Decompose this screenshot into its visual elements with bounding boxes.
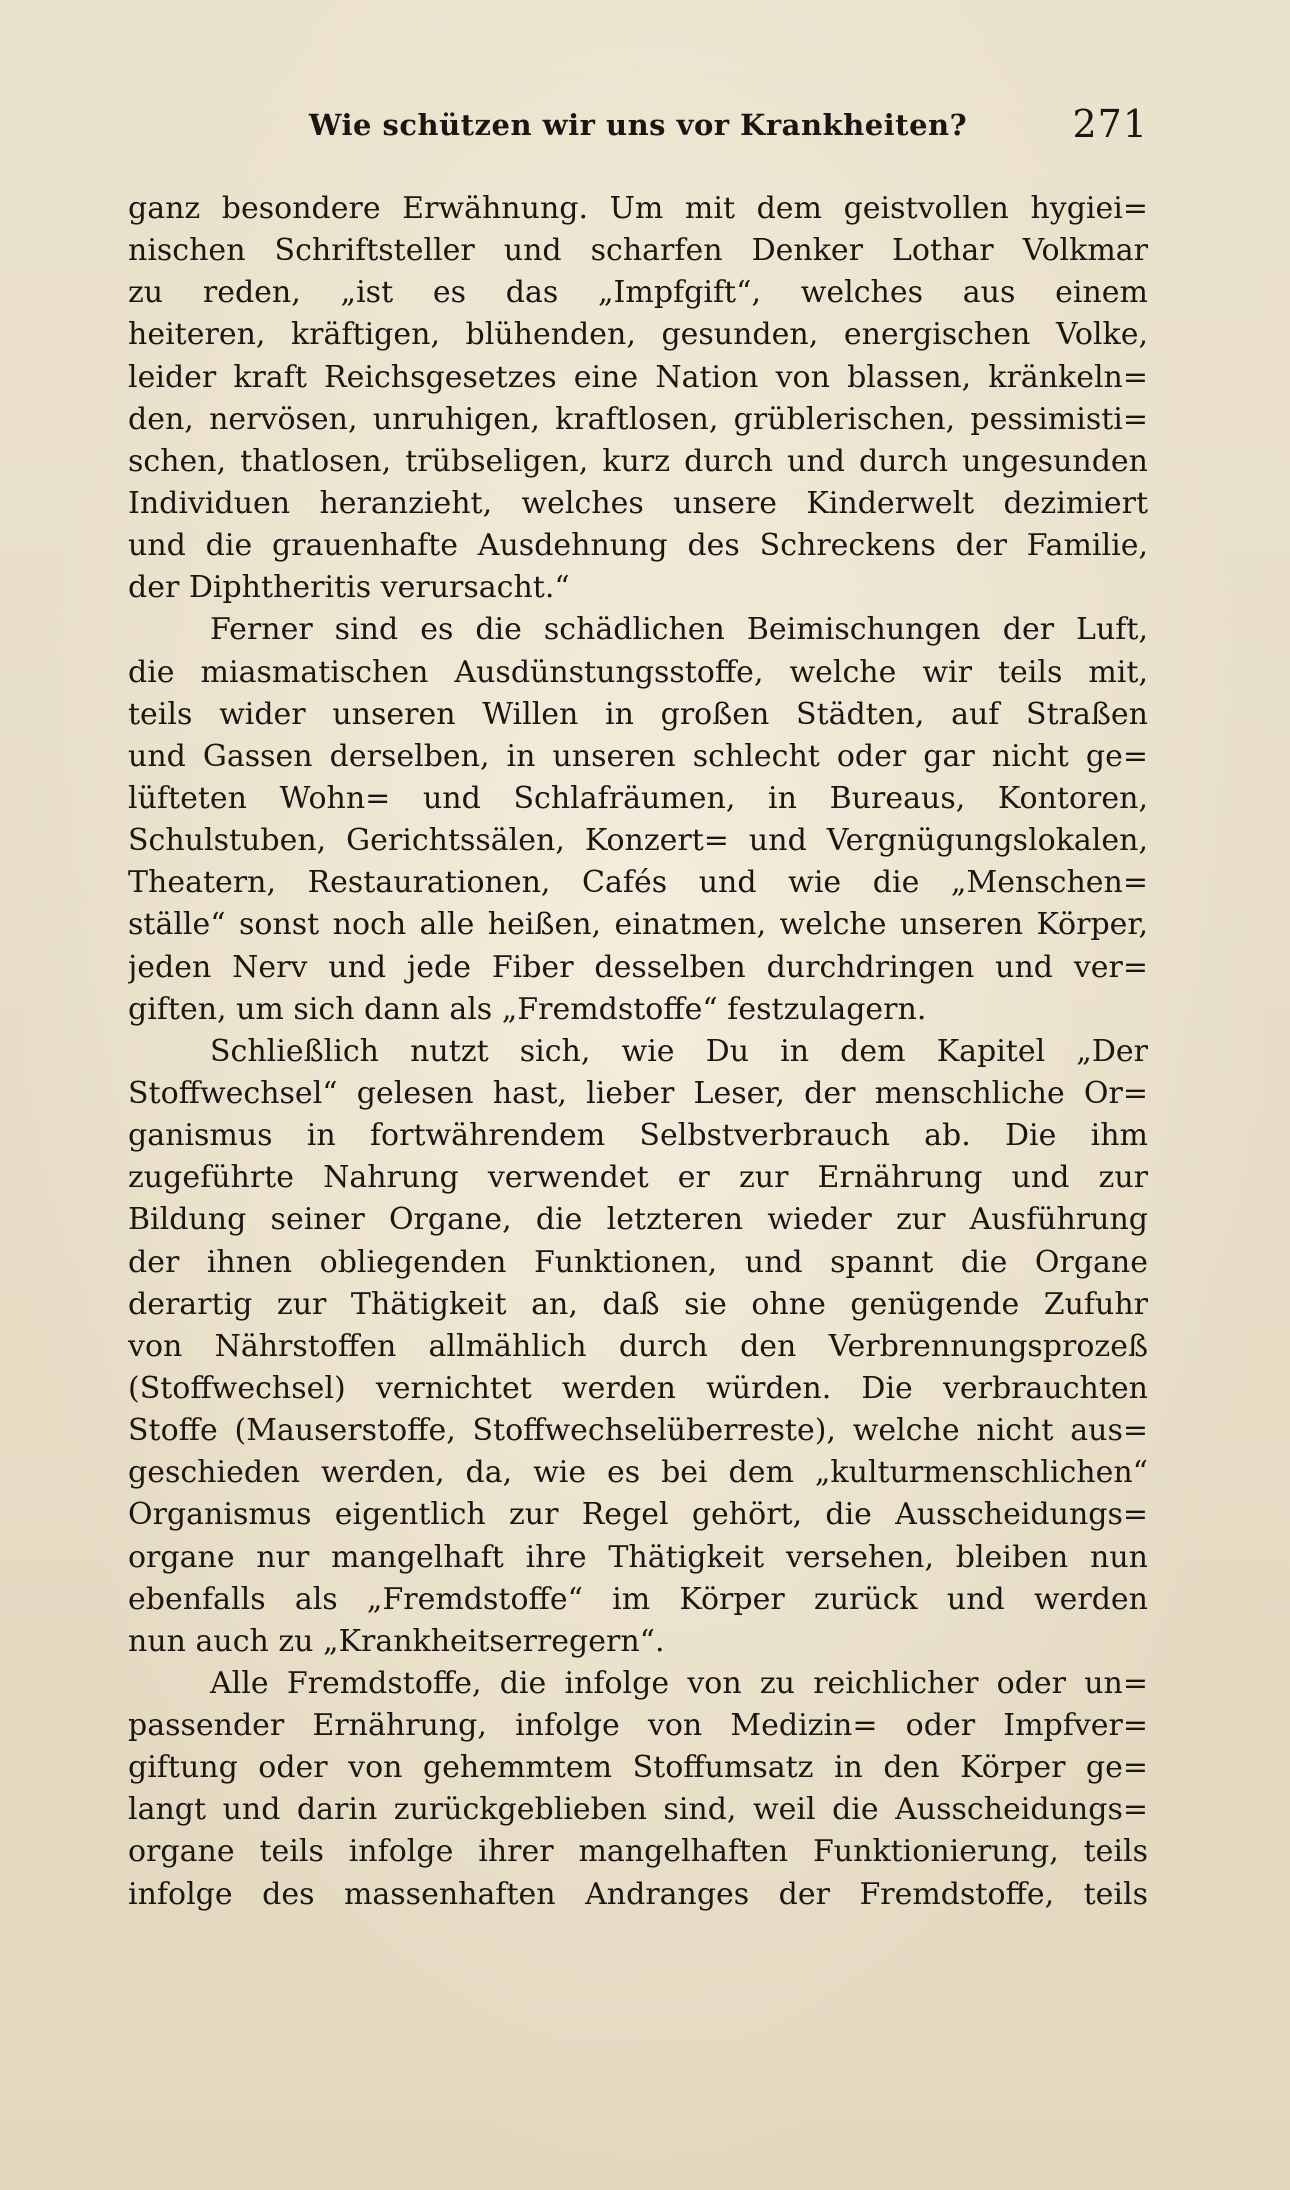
- text-line: Bildung seiner Organe, die letzteren wieder zur Ausführung: [128, 1202, 1148, 1238]
- text-line: lüfteten Wohn= und Schlafräumen, in Bureaus, Kontoren,: [128, 780, 1148, 816]
- text-line: Stoffwechsel“ gelesen hast, lieber Leser, der menschliche Or=: [128, 1075, 1148, 1111]
- text-line: den, nervösen, unruhigen, kraftlosen, grüblerischen, pessimisti=: [128, 401, 1148, 437]
- text-line: der Diphtheritis verursacht.“: [128, 570, 570, 606]
- text-line: giftung oder von gehemmtem Stoffumsatz in den Körper ge=: [128, 1750, 1148, 1786]
- text-line: ställe“ sonst noch alle heißen, einatmen, welche unseren Körper,: [128, 907, 1148, 943]
- text-line: nischen Schriftsteller und scharfen Denker Lothar Volkmar: [128, 233, 1148, 269]
- page-number: 271: [1072, 102, 1148, 146]
- text-line: von Nährstoffen allmählich durch den Verbrennungsprozeß: [128, 1328, 1148, 1364]
- text-line: derartig zur Thätigkeit an, daß sie ohne genügende Zufuhr: [128, 1286, 1148, 1322]
- paragraph-first-line: Schließlich nutzt sich, wie Du in dem Kapitel „Der: [210, 1033, 1148, 1069]
- text-line: der ihnen obliegenden Funktionen, und spannt die Organe: [128, 1244, 1148, 1280]
- body-text: [128, 188, 1148, 1916]
- text-line: leider kraft Reichsgesetzes eine Nation von blassen, kränkeln=: [128, 359, 1148, 395]
- text-line: organe nur mangelhaft ihre Thätigkeit versehen, bleiben nun: [128, 1539, 1148, 1575]
- text-line: und Gassen derselben, in unseren schlecht oder gar nicht ge=: [128, 738, 1148, 774]
- text-line: zu reden, „ist es das „Impfgift“, welches aus einem: [128, 275, 1148, 311]
- text-line: Organismus eigentlich zur Regel gehört, die Ausscheidungs=: [128, 1497, 1148, 1533]
- text-line: und die grauenhafte Ausdehnung des Schreckens der Familie,: [128, 528, 1148, 564]
- paragraph-first-line: Ferner sind es die schädlichen Beimischungen der Luft,: [210, 612, 1148, 648]
- page-header: [128, 102, 1148, 162]
- text-line: Theatern, Restaurationen, Cafés und wie die „Menschen=: [128, 865, 1148, 901]
- text-line: die miasmatischen Ausdünstungsstoffe, welche wir teils mit,: [128, 654, 1148, 690]
- text-line: (Stoffwechsel) vernichtet werden würden. Die verbrauchten: [128, 1370, 1148, 1406]
- text-line: heiteren, kräftigen, blühenden, gesunden, energischen Volke,: [128, 317, 1148, 353]
- text-line: Schulstuben, Gerichtssälen, Konzert= und Vergnügungslokalen,: [128, 823, 1148, 859]
- text-line: giften, um sich dann als „Fremdstoffe“ festzulagern.: [128, 991, 927, 1027]
- text-line: jeden Nerv und jede Fiber desselben durchdringen und ver=: [128, 949, 1148, 985]
- text-line: nun auch zu „Krankheitserregern“.: [128, 1623, 665, 1659]
- text-line: geschieden werden, da, wie es bei dem „kulturmenschlichen“: [128, 1455, 1148, 1491]
- text-line: Stoffe (Mauserstoffe, Stoffwechselüberreste), welche nicht aus=: [128, 1413, 1148, 1449]
- text-line: infolge des massenhaften Andranges der Fremdstoffe, teils: [128, 1876, 1148, 1912]
- text-line: teils wider unseren Willen in großen Städten, auf Straßen: [128, 696, 1148, 732]
- text-line: passender Ernährung, infolge von Medizin= oder Impfver=: [128, 1708, 1148, 1744]
- text-line: schen, thatlosen, trübseligen, kurz durch und durch ungesunden: [128, 443, 1148, 479]
- text-line: organe teils infolge ihrer mangelhaften Funktionierung, teils: [128, 1834, 1148, 1870]
- text-line: ganz besondere Erwähnung. Um mit dem geistvollen hygiei=: [128, 191, 1148, 226]
- text-line: ganismus in fortwährendem Selbstverbrauch ab. Die ihm: [128, 1118, 1148, 1154]
- paragraph-first-line: Alle Fremdstoffe, die infolge von zu reichlicher oder un=: [210, 1665, 1148, 1701]
- text-line: ebenfalls als „Fremdstoffe“ im Körper zurück und werden: [128, 1581, 1148, 1617]
- text-line: langt und darin zurückgeblieben sind, weil die Ausscheidungs=: [128, 1792, 1148, 1828]
- running-title: Wie schützen wir uns vor Krankheiten?: [308, 108, 968, 142]
- text-line: zugeführte Nahrung verwendet er zur Ernährung und zur: [128, 1160, 1148, 1196]
- text-line: Individuen heranzieht, welches unsere Kinderwelt dezimiert: [128, 485, 1148, 521]
